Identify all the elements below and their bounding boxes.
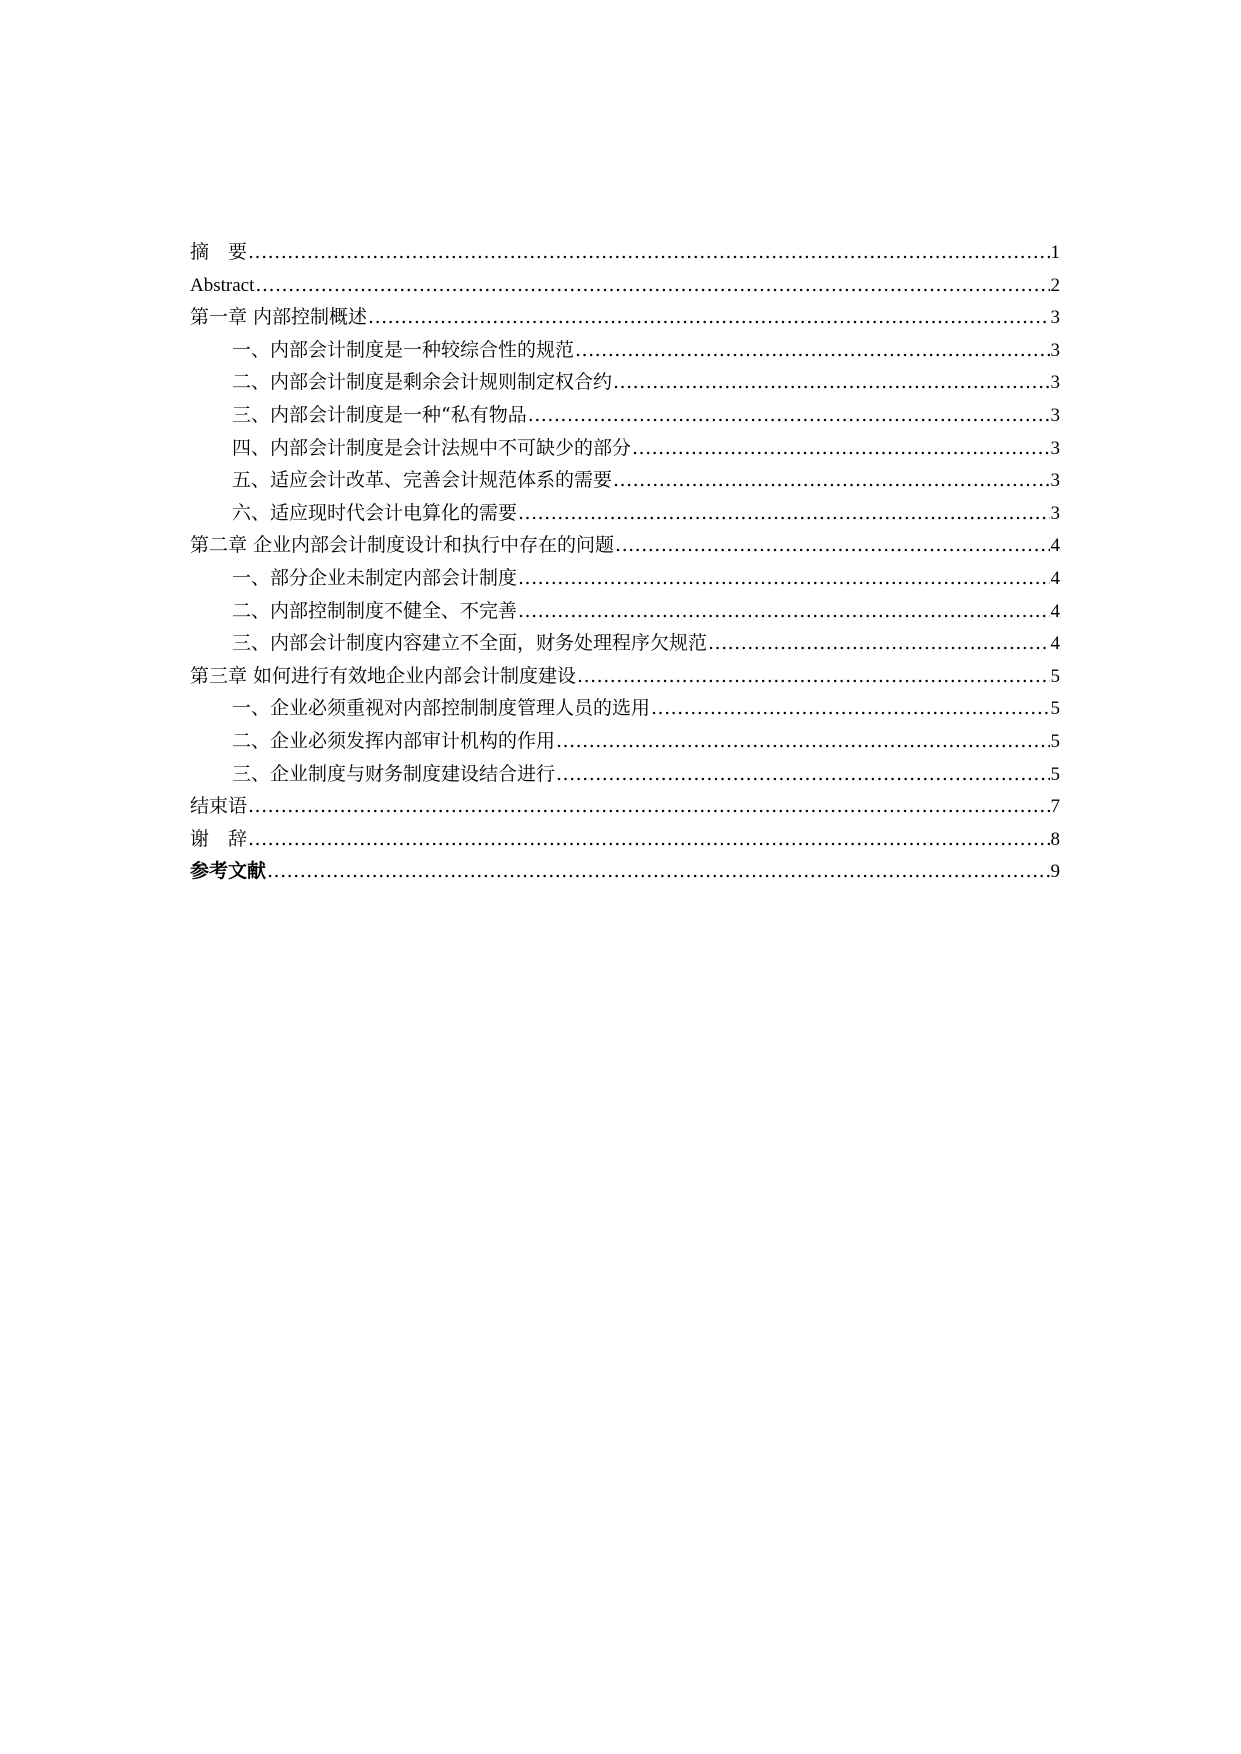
toc-dot-leader: [518, 497, 1049, 530]
table-of-contents: [190, 236, 1060, 888]
toc-entry-page: 3: [1050, 470, 1060, 492]
toc-entry-section-1-5[interactable]: [190, 464, 1060, 497]
toc-entry-label: Abstract: [190, 274, 255, 296]
toc-entry-section-1-4[interactable]: [190, 432, 1060, 465]
toc-dot-leader: [556, 758, 1049, 791]
toc-entry-section-3-2[interactable]: [190, 725, 1060, 758]
toc-entry-section-1-2[interactable]: [190, 366, 1060, 399]
toc-dot-leader: [518, 562, 1049, 595]
toc-entry-label: 一、企业必须重视对内部控制制度管理人员的选用: [232, 697, 651, 720]
toc-entry-section-2-2[interactable]: [190, 595, 1060, 628]
toc-entry-label: 第一章 内部控制概述: [190, 306, 368, 329]
toc-dot-leader: [556, 725, 1049, 758]
toc-dot-leader: [248, 236, 1049, 269]
toc-entry-acknowledgements[interactable]: [190, 823, 1060, 856]
toc-entry-page: 3: [1050, 502, 1060, 524]
toc-entry-label: 二、内部控制制度不健全、不完善: [232, 599, 518, 622]
toc-entry-page: 4: [1050, 535, 1060, 557]
toc-entry-section-3-3[interactable]: [190, 758, 1060, 791]
toc-entry-page: 7: [1050, 796, 1060, 818]
toc-entry-abstract-cn[interactable]: [190, 236, 1060, 269]
toc-entry-page: 3: [1050, 437, 1060, 459]
toc-entry-section-1-1[interactable]: [190, 334, 1060, 367]
toc-dot-leader: [518, 595, 1049, 628]
toc-entry-page: 4: [1050, 633, 1060, 655]
toc-dot-leader: [577, 660, 1049, 693]
toc-entry-section-3-1[interactable]: [190, 692, 1060, 725]
toc-entry-chapter-3[interactable]: [190, 660, 1060, 693]
toc-entry-label: 第三章 如何进行有效地企业内部会计制度建设: [190, 664, 577, 687]
toc-entry-section-2-3[interactable]: [190, 627, 1060, 660]
toc-entry-label: 二、企业必须发挥内部审计机构的作用: [232, 729, 556, 752]
toc-entry-page: 3: [1050, 404, 1060, 426]
toc-dot-leader: [248, 823, 1049, 856]
toc-entry-label: 一、内部会计制度是一种较综合性的规范: [232, 338, 575, 361]
toc-entry-page: 8: [1050, 828, 1060, 850]
toc-entry-label: 二、内部会计制度是剩余会计规则制定权合约: [232, 371, 613, 394]
toc-entry-section-1-6[interactable]: [190, 497, 1060, 530]
toc-entry-label: 摘 要: [190, 241, 248, 263]
toc-dot-leader: [255, 269, 1049, 302]
toc-dot-leader: [368, 301, 1049, 334]
toc-entry-label: 第二章 企业内部会计制度设计和执行中存在的问题: [190, 534, 615, 557]
toc-entry-references[interactable]: [190, 855, 1060, 888]
toc-entry-page: 3: [1050, 307, 1060, 329]
toc-entry-label: 三、内部会计制度内容建立不全面，财务处理程序欠规范: [232, 632, 708, 655]
toc-dot-leader: [632, 432, 1049, 465]
toc-dot-leader: [615, 529, 1049, 562]
toc-entry-chapter-1[interactable]: [190, 301, 1060, 334]
toc-entry-label: 三、企业制度与财务制度建设结合进行: [232, 762, 556, 785]
toc-entry-label: 结束语: [190, 795, 248, 818]
toc-dot-leader: [267, 855, 1049, 888]
toc-entry-conclusion[interactable]: [190, 790, 1060, 823]
toc-entry-page: 2: [1050, 274, 1060, 296]
toc-entry-label: 四、内部会计制度是会计法规中不可缺少的部分: [232, 436, 632, 459]
toc-dot-leader: [528, 399, 1050, 432]
toc-entry-page: 5: [1050, 763, 1060, 785]
toc-entry-section-2-1[interactable]: [190, 562, 1060, 595]
toc-dot-leader: [248, 790, 1049, 823]
toc-dot-leader: [613, 464, 1049, 497]
toc-entry-page: 9: [1050, 861, 1060, 883]
toc-entry-abstract-en[interactable]: [190, 269, 1060, 302]
toc-entry-page: 1: [1050, 242, 1060, 263]
toc-entry-label: 三、内部会计制度是一种“私有物品: [232, 403, 527, 426]
toc-entry-page: 5: [1050, 730, 1060, 752]
toc-dot-leader: [613, 366, 1049, 399]
toc-entry-label: 参考文献: [190, 860, 267, 883]
toc-entry-page: 4: [1050, 567, 1060, 589]
toc-entry-label: 五、适应会计改革、完善会计规范体系的需要: [232, 469, 613, 492]
toc-entry-label: 六、适应现时代会计电算化的需要: [232, 501, 518, 524]
toc-entry-page: 3: [1050, 372, 1060, 394]
toc-entry-section-1-3[interactable]: [190, 399, 1060, 432]
toc-entry-page: 3: [1050, 339, 1060, 361]
toc-dot-leader: [651, 692, 1049, 725]
toc-dot-leader: [708, 627, 1049, 660]
toc-entry-chapter-2[interactable]: [190, 529, 1060, 562]
toc-entry-label: 谢 辞: [190, 827, 248, 850]
toc-entry-label: 一、部分企业未制定内部会计制度: [232, 566, 518, 589]
toc-entry-page: 5: [1050, 698, 1060, 720]
toc-dot-leader: [575, 334, 1049, 367]
toc-entry-page: 4: [1050, 600, 1060, 622]
toc-entry-page: 5: [1050, 665, 1060, 687]
